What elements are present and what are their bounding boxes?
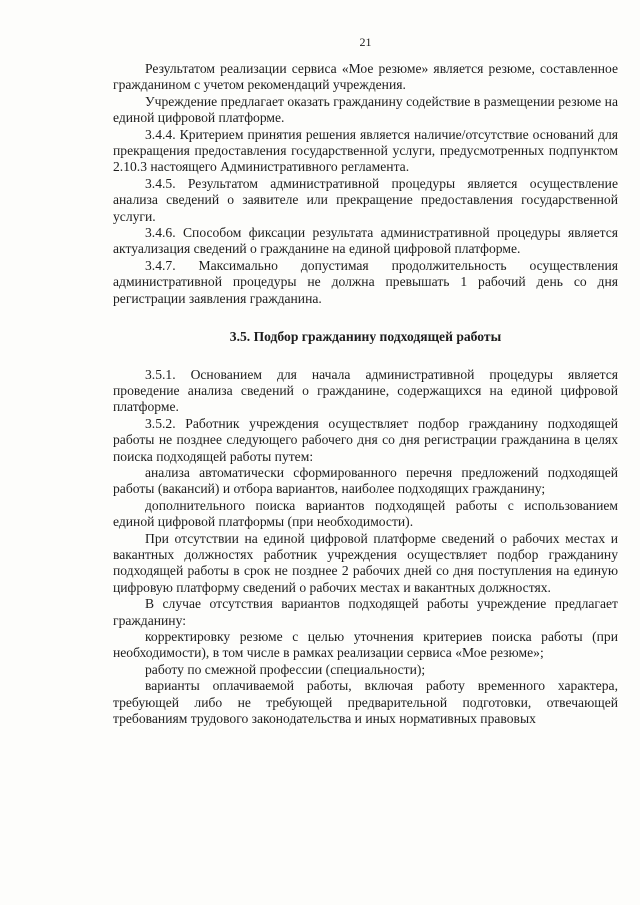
paragraph: При отсутствии на единой цифровой платформе сведений о рабочих местах и вакантных должностях работник учреждения осуществляет подбор гражданину подходящей работы в срок не позднее 2 рабочих дней со дня поступления на единую цифровую платформу сведений о рабочих местах и вакантных должностях. (113, 530, 618, 595)
paragraph-3-4-6: 3.4.6. Способом фиксации результата административной процедуры является актуализация сведений о гражданине на единой цифровой платформе. (113, 225, 618, 257)
paragraph-3-4-5: 3.4.5. Результатом административной процедуры является осуществление анализа сведений о заявителе или прекращение предоставления государственной услуги. (113, 175, 618, 224)
section-3-4-text (113, 61, 618, 307)
paragraph: Учреждение предлагает оказать гражданину содействие в размещении резюме на единой цифровой платформе. (113, 93, 618, 126)
page-number: 21 (359, 35, 372, 49)
list-item: работу по смежной профессии (специальности); (145, 661, 426, 677)
section-heading: 3.5. Подбор гражданину подходящей работы (229, 329, 502, 345)
paragraph: В случае отсутствия вариантов подходящей работы учреждение предлагает гражданину: (113, 596, 618, 628)
paragraph-3-4-4: 3.4.4. Критерием принятия решения является наличие/отсутствие оснований для прекращения предоставления государственной услуги, предусмотренных подпунктом 2.10.3 настоящего Административного регламента. (113, 126, 618, 175)
list-item: анализа автоматически сформированного перечня предложений подходящей работы (вакансий) и отбора вариантов, наиболее подходящих гражданину; (113, 464, 618, 497)
list-item: корректировку резюме с целью уточнения критериев поиска работы (при необходимости), в том числе в рамках реализации сервиса «Мое резюме»; (113, 629, 618, 661)
section-3-5-text (113, 367, 618, 728)
paragraph: Результатом реализации сервиса «Мое резюме» является резюме, составленное гражданином с учетом рекомендаций учреждения. (113, 61, 618, 93)
list-item: дополнительного поиска вариантов подходящей работы с использованием единой цифровой платформы (при необходимости). (113, 497, 618, 530)
paragraph-3-4-7: 3.4.7. Максимально допустимая продолжительность осуществления административной процедуры не должна превышать 1 рабочий день со дня регистрации заявления гражданина. (113, 257, 618, 306)
list-item: варианты оплачиваемой работы, включая работу временного характера, требующей либо не требующей предварительной подготовки, отвечающей требованиям трудового законодательства и иных нормативных правовых (113, 678, 618, 727)
paragraph-3-5-1: 3.5.1. Основанием для начала административной процедуры является проведение анализа сведений о гражданине, содержащихся на единой цифровой платформе. (113, 366, 618, 415)
paragraph-3-5-2: 3.5.2. Работник учреждения осуществляет подбор гражданину подходящей работы не позднее следующего рабочего дня со дня регистрации гражданина в целях поиска подходящей работы путем: (113, 415, 618, 464)
